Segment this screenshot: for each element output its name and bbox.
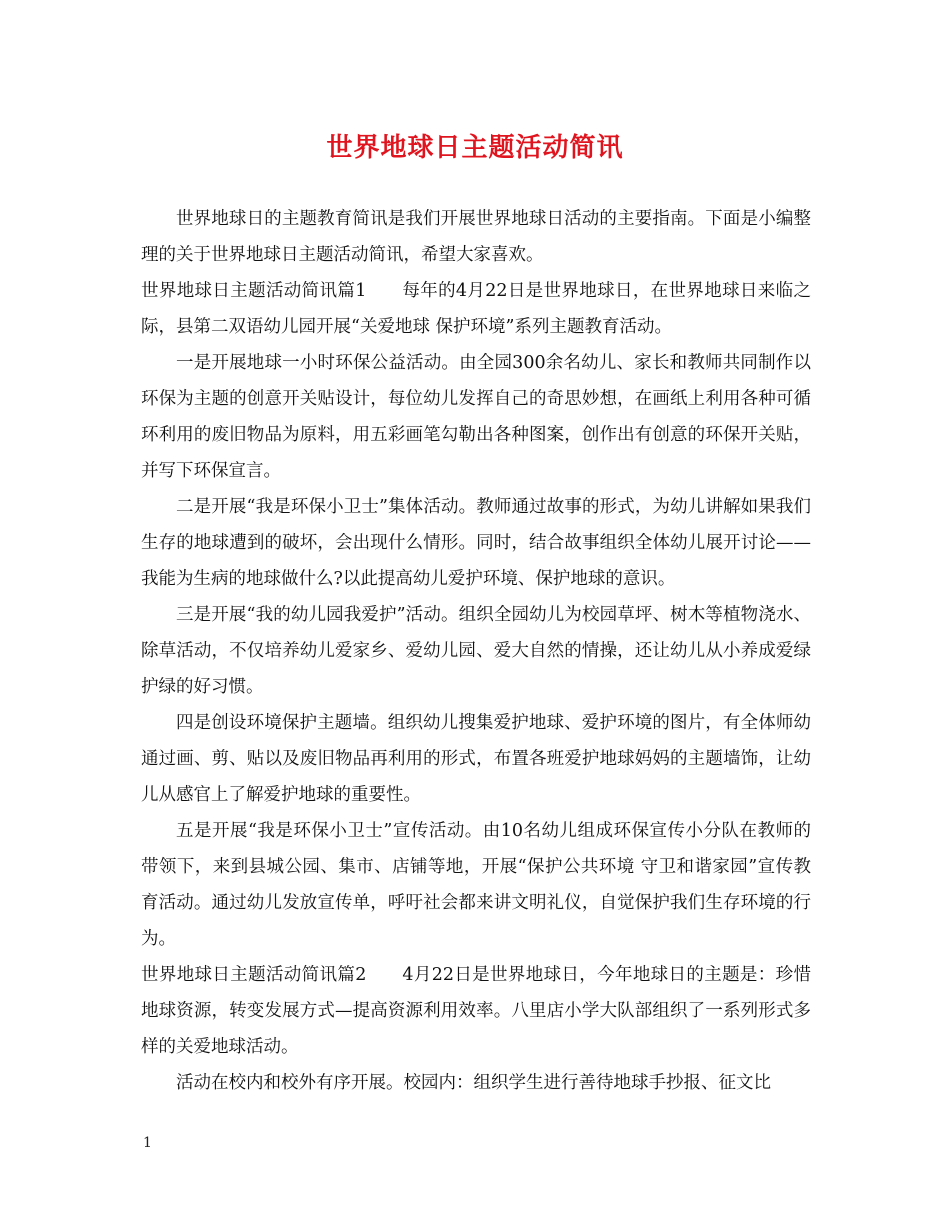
paragraph: 活动在校内和校外有序开展。校园内：组织学生进行善待地球手抄报、征文比: [176, 1073, 771, 1093]
page-number: 1: [143, 1135, 152, 1151]
document-title: 世界地球日主题活动简讯: [326, 133, 624, 163]
document-body: [141, 201, 811, 1101]
paragraph: 二是开展“我是环保小卫士”集体活动。教师通过故事的形式，为幼儿讲解如果我们生存的地球遭到的破坏，会出现什么情形。同时，结合故事组织全体幼儿展开讨论——我能为生病的地球做什么?以此提高幼儿爱护环境、保护地球的意识。: [141, 497, 811, 589]
paragraph: 三是开展“我的幼儿园我爱护”活动。组织全园幼儿为校园草坪、树木等植物浇水、除草活动，不仅培养幼儿爱家乡、爱幼儿园、爱大自然的情操，还让幼儿从小养成爱绿护绿的好习惯。: [141, 605, 811, 697]
paragraph: 世界地球日主题活动简讯篇2 4月22日是世界地球日，今年地球日的主题是：珍惜地球资源，转变发展方式—提高资源利用效率。八里店小学大队部组织了一系列形式多样的关爱地球活动。: [141, 965, 811, 1057]
paragraph: 一是开展地球一小时环保公益活动。由全园300余名幼儿、家长和教师共同制作以环保为主题的创意开关贴设计，每位幼儿发挥自己的奇思妙想，在画纸上利用各种可循环利用的废旧物品为原料，用五彩画笔勾勒出各种图案，创作出有创意的环保开关贴，并写下环保宣言。: [141, 353, 811, 481]
paragraph: 世界地球日的主题教育简讯是我们开展世界地球日活动的主要指南。下面是小编整理的关于世界地球日主题活动简讯，希望大家喜欢。: [141, 209, 811, 265]
paragraph: 四是创设环境保护主题墙。组织幼儿搜集爱护地球、爱护环境的图片，有全体师幼通过画、剪、贴以及废旧物品再利用的形式，布置各班爱护地球妈妈的主题墙饰，让幼儿从感官上了解爱护地球的重要性。: [141, 713, 811, 805]
paragraph: 世界地球日主题活动简讯篇1 每年的4月22日是世界地球日，在世界地球日来临之际，县第二双语幼儿园开展“关爱地球 保护环境”系列主题教育活动。: [141, 281, 811, 337]
paragraph: 五是开展“我是环保小卫士”宣传活动。由10名幼儿组成环保宣传小分队在教师的带领下，来到县城公园、集市、店铺等地，开展“保护公共环境 守卫和谐家园”宣传教育活动。通过幼儿发放宣传单，呼吁社会都来讲文明礼仪，自觉保护我们生存环境的行为。: [141, 821, 811, 949]
